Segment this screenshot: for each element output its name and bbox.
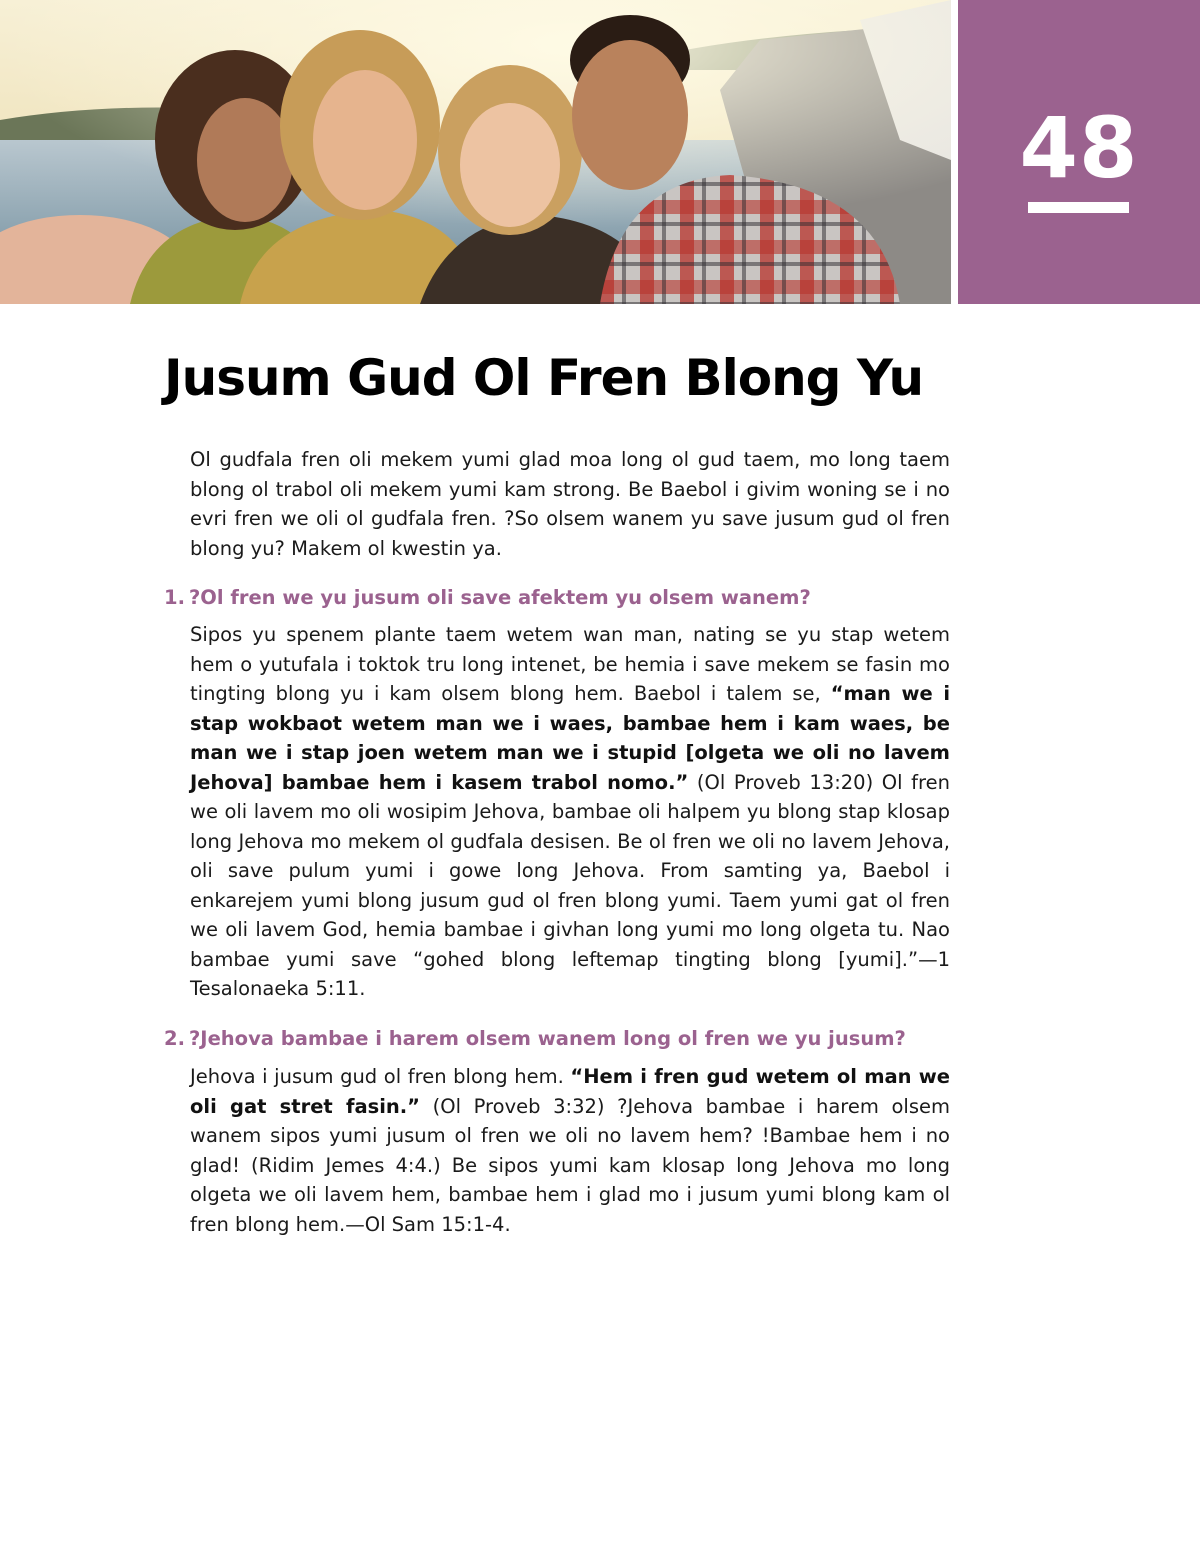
- section-1-paragraph: [190, 620, 950, 1004]
- badge-underline: [1028, 202, 1129, 213]
- paragraph-text: Jehova i jusum gud ol fren blong hem.: [190, 1065, 571, 1088]
- bible-quote: “man we i stap wokbaot wetem man we i waes, bambae hem i kam waes, be man we i stap joen wetem man we i stupid [olgeta we oli no lavem Jehova] bambae hem i kasem trabol nomo.”: [190, 682, 950, 794]
- question-text: ?Jehova bambae i harem olsem wanem long ol fren we yu jusum?: [189, 1027, 906, 1050]
- header-photo: [0, 0, 951, 304]
- lesson-number: 48: [1019, 99, 1139, 197]
- question-1: [164, 584, 964, 612]
- bible-quote: “Hem i fren gud wetem ol man we oli gat stret fasin.”: [190, 1065, 950, 1118]
- lesson-badge: [958, 0, 1200, 304]
- question-text: ?Ol fren we yu jusum oli save afektem yu olsem wanem?: [189, 586, 811, 609]
- question-number: 2.: [164, 1027, 185, 1050]
- paragraph-text: (Ol Proveb 13:20) Ol fren we oli lavem mo oli wosipim Jehova, bambae oli halpem yu blong stap klosap long Jehova mo mekem ol gudfala desisen. Be ol fren we oli no lavem Jehova, oli save pulum yumi i gowe long Jehova. From samting ya, Baebol i enkarejem yumi blong jusum gud ol fren blong yumi. Taem yumi gat ol fren we oli lavem God, hemia bambae i givhan long yumi mo long olgeta tu. Nao bambae yumi save “gohed blong leftemap tingting blong [yumi].”—1 Tesalonaeka 5:11.: [190, 770, 950, 1000]
- section-2-paragraph: [190, 1062, 950, 1239]
- intro-paragraph: Ol gudfala fren oli mekem yumi glad moa long ol gud taem, mo long taem blong ol trabol oli mekem yumi kam strong. Be Baebol i givim woning se i no evri fren we oli ol gudfala fren. ?So olsem wanem yu save jusum gud ol fren blong yu? Makem ol kwestin ya.: [190, 448, 950, 560]
- friends-selfie-photo: [0, 0, 951, 304]
- page-title: Jusum Gud Ol Fren Blong Yu: [164, 349, 924, 407]
- paragraph-text: Sipos yu spenem plante taem wetem wan man, nating se yu stap wetem hem o yutufala i toktok tru long intenet, be hemia i save mekem se fasin mo tingting blong yu i kam olsem blong hem. Baebol i talem se,: [190, 623, 950, 705]
- question-2: [164, 1025, 964, 1053]
- paragraph-text: (Ol Proveb 3:32) ?Jehova bambae i harem olsem wanem sipos yumi jusum ol fren we oli no lavem hem? !Bambae hem i no glad! (Ridim Jemes 4:4.) Be sipos yumi kam klosap long Jehova mo long olgeta we oli lavem hem, bambae hem i glad mo i jusum yumi blong kam ol fren blong hem.—Ol Sam 15:1-4.: [190, 1094, 950, 1236]
- question-number: 1.: [164, 586, 185, 609]
